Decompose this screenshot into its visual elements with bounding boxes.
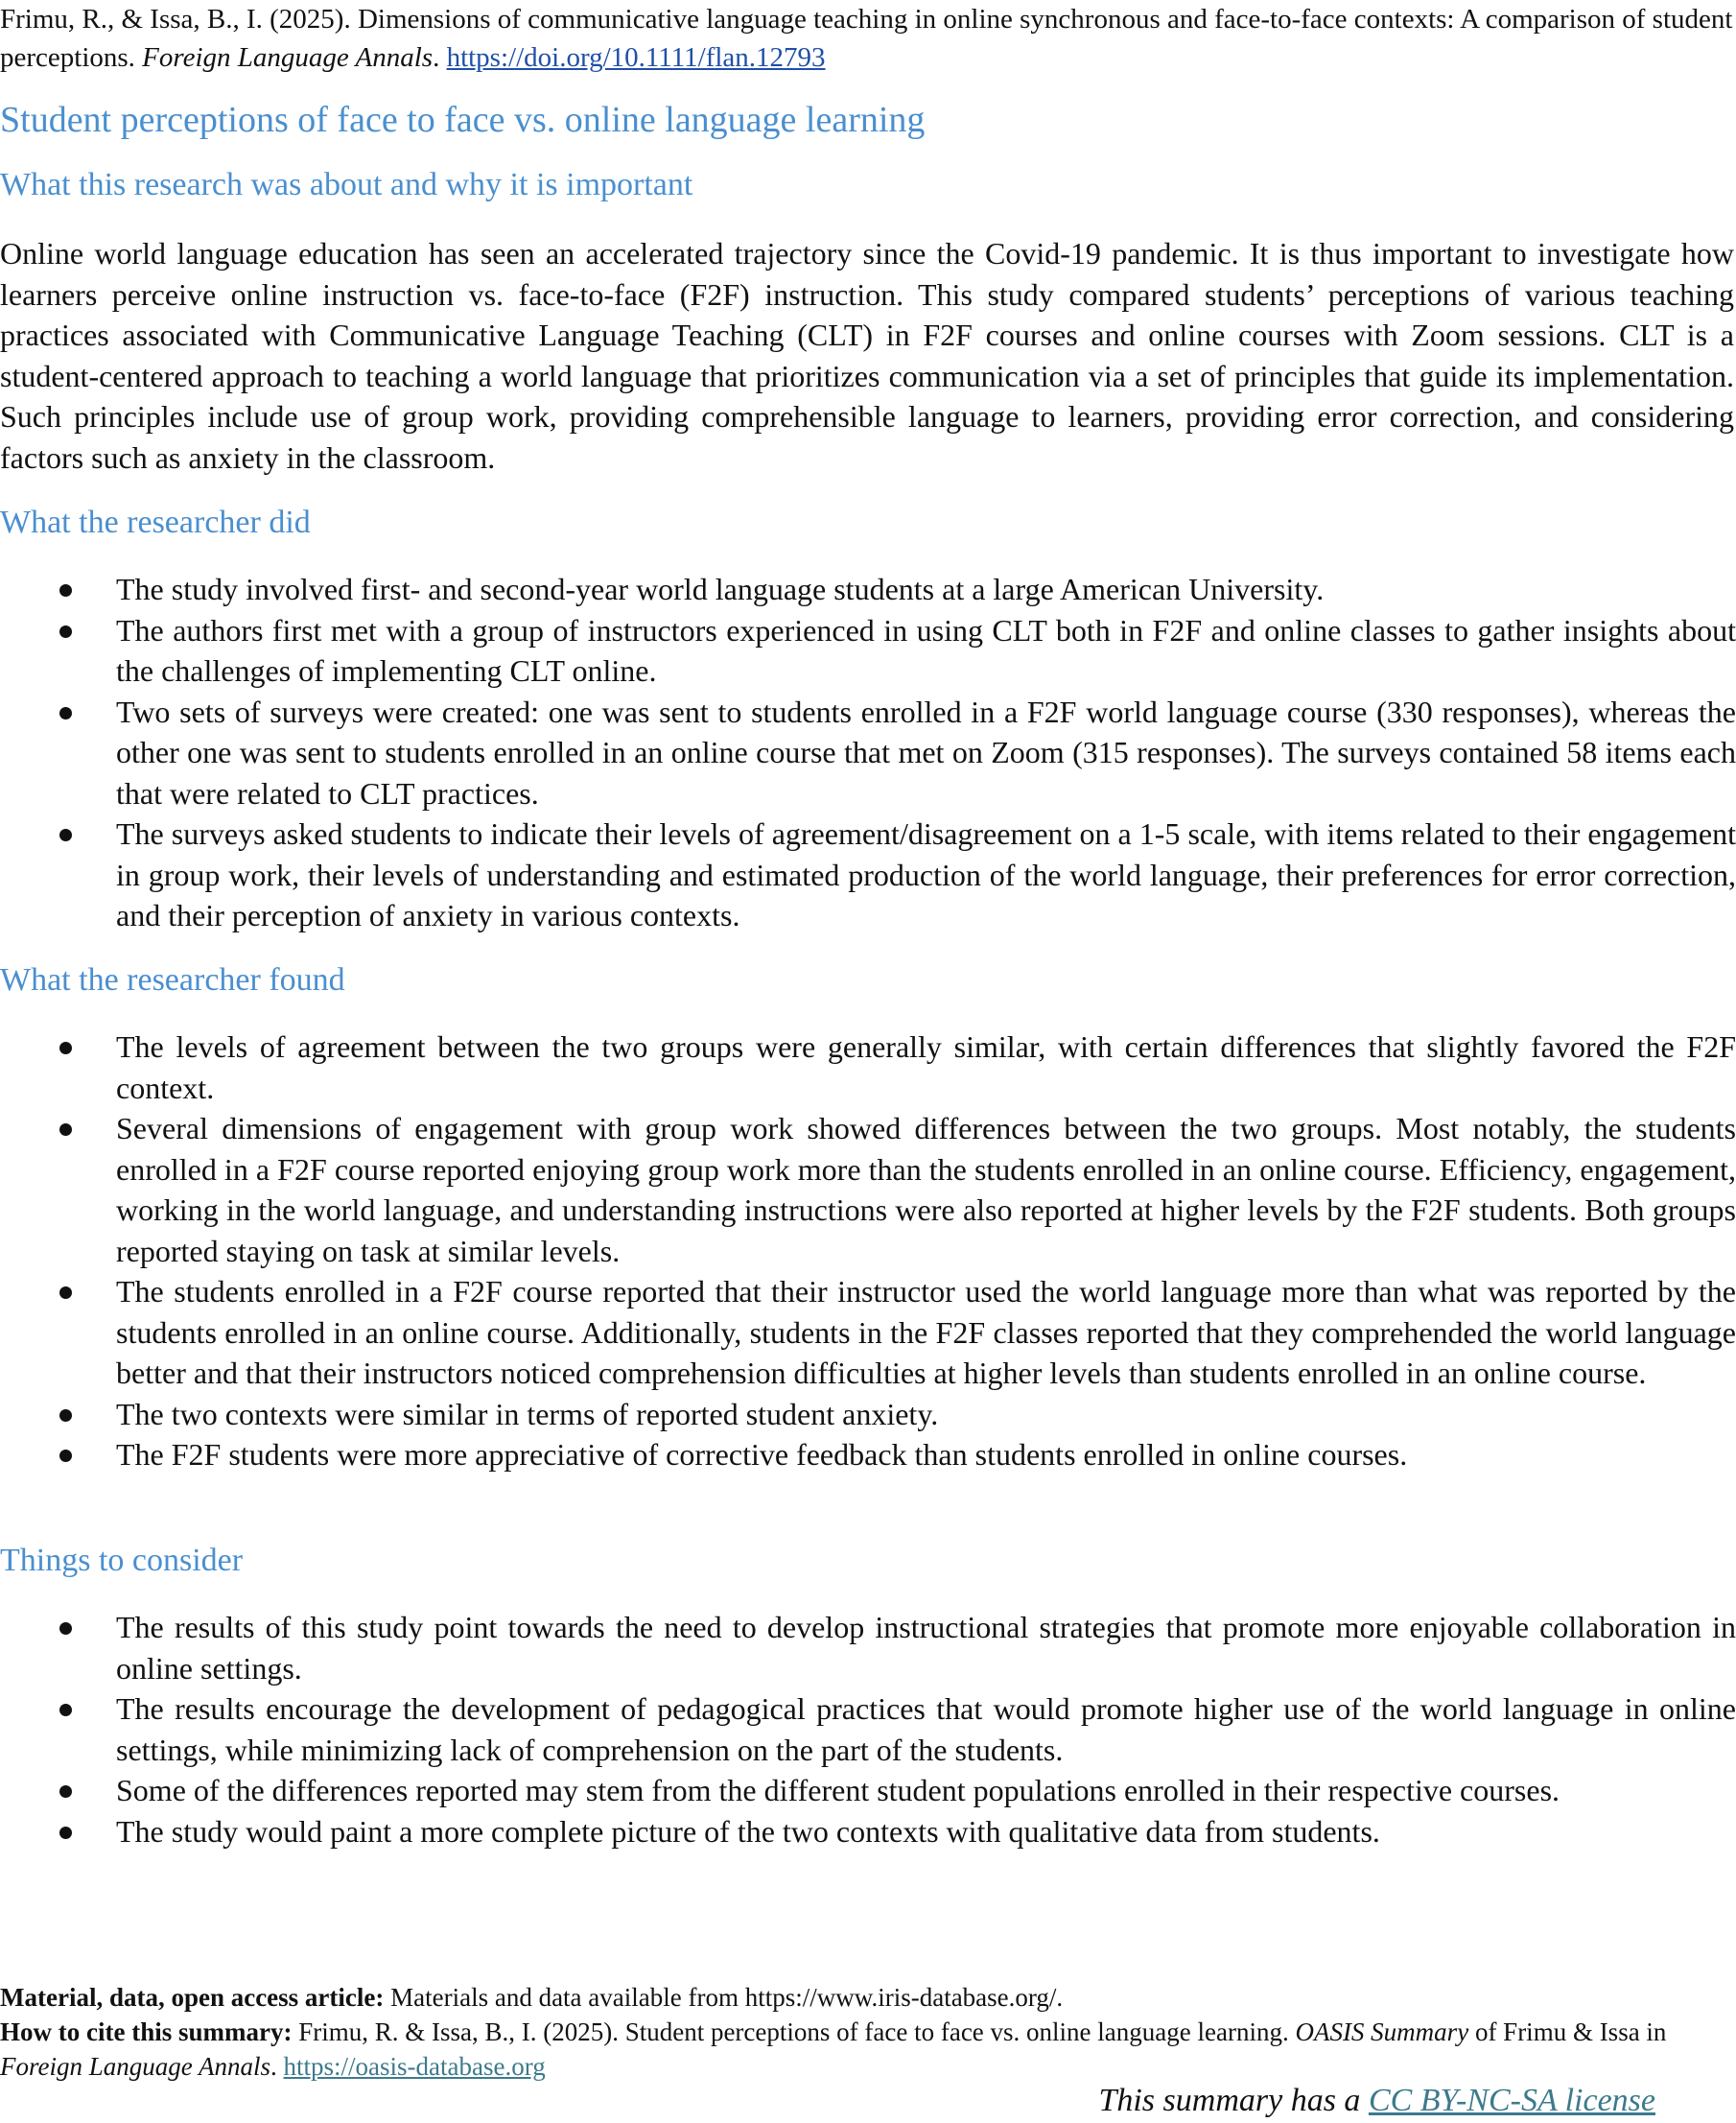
citation-journal: Foreign Language Annals bbox=[142, 42, 434, 73]
list-item: The surveys asked students to indicate their levels of agreement/disagreement on a 1-5 scale, with items related to their engagement in group work, their levels of understanding and estimated production of the world language, their preferences for error correction, and their perception of anxiety in various contexts. bbox=[0, 814, 1736, 936]
cite-journal: Foreign Language Annals bbox=[0, 2052, 270, 2081]
license-prefix: This summary has a bbox=[1098, 2083, 1369, 2118]
list-item: The authors first met with a group of instructors experienced in using CLT both in F2F and online classes to gather insights about the challenges of implementing CLT online. bbox=[0, 610, 1736, 692]
citation-separator: . bbox=[433, 42, 447, 73]
cite-of: of Frimu & Issa in bbox=[1468, 2017, 1667, 2046]
oasis-link[interactable]: https://oasis-database.org bbox=[283, 2052, 546, 2081]
bullet-icon bbox=[59, 1450, 72, 1462]
found-list bbox=[0, 1026, 1736, 1475]
about-paragraph: Online world language education has seen an accelerated trajectory since the Covid-19 pandemic. It is thus important to investigate how learners perceive online instruction vs. face-to-face (F2F) instruction. This study compared students’ perceptions of various teaching practices associated with Communicative Language Teaching (CLT) in F2F courses and online courses with Zoom sessions. CLT is a student-centered approach to teaching a world language that prioritizes communication via a set of principles that guide its implementation. Such principles include use of group work, providing comprehensible language to learners, providing error correction, and considering factors such as anxiety in the classroom. bbox=[0, 236, 1734, 475]
list-item: Some of the differences reported may stem from the different student populations enrolled in their respective courses. bbox=[0, 1770, 1736, 1811]
license-link[interactable]: CC BY-NC-SA license bbox=[1368, 2083, 1655, 2118]
citation-text: Frimu, R., & Issa, B., I. (2025). Dimensions of communicative language teaching in online synchronous and face-to-face contexts: A comparison of student perceptions. bbox=[0, 4, 1733, 73]
heading-about: What this research was about and why it is important bbox=[0, 167, 693, 202]
cite-line bbox=[0, 2015, 1736, 2084]
list-item: The levels of agreement between the two groups were generally similar, with certain differences that slightly favored the F2F context. bbox=[0, 1026, 1736, 1108]
list-item: Two sets of surveys were created: one was sent to students enrolled in a F2F world language course (330 responses), whereas the other one was sent to students enrolled in an online course that met on Zoom (315 responses). The surveys contained 58 items each that were related to CLT practices. bbox=[0, 692, 1736, 814]
cite-period: . bbox=[270, 2052, 284, 2081]
citation-doi-link[interactable]: https://doi.org/10.1111/flan.12793 bbox=[446, 42, 826, 73]
materials-label: Material, data, open access article: bbox=[0, 1983, 385, 2012]
list-item: Several dimensions of engagement with group work showed differences between the two groups. Most notably, the students enrolled in a F2F course reported enjoying group work more than the students enrolled in an online course. Efficiency, engagement, working in the world language, and understanding instructions were also reported at higher levels by the F2F students. Both groups reported staying on task at similar levels. bbox=[0, 1108, 1736, 1271]
materials-text: Materials and data available from https://www.iris-database.org/. bbox=[384, 1983, 1064, 2012]
bullet-icon bbox=[59, 707, 72, 719]
did-list bbox=[0, 569, 1736, 936]
bullet-icon bbox=[59, 1622, 72, 1635]
bullet-icon bbox=[59, 1409, 72, 1422]
bullet-icon bbox=[59, 1785, 72, 1798]
bullet-icon bbox=[59, 1042, 72, 1054]
cite-label: How to cite this summary: bbox=[0, 2017, 293, 2046]
list-item: The study would paint a more complete picture of the two contexts with qualitative data from students. bbox=[0, 1811, 1736, 1852]
materials-line bbox=[0, 1980, 1736, 2015]
bullet-icon bbox=[59, 829, 72, 841]
list-item: The results encourage the development of pedagogical practices that would promote higher use of the world language in online settings, while minimizing lack of comprehension on the part of the students. bbox=[0, 1688, 1736, 1770]
license-line bbox=[1098, 2082, 1655, 2120]
consider-list bbox=[0, 1607, 1736, 1852]
cite-oasis: OASIS Summary bbox=[1295, 2017, 1469, 2046]
list-item: The study involved first- and second-year world language students at a large American University. bbox=[0, 569, 1736, 610]
heading-consider: Things to consider bbox=[0, 1543, 244, 1578]
bullet-icon bbox=[59, 1827, 72, 1839]
heading-did: What the researcher did bbox=[0, 505, 311, 540]
bullet-icon bbox=[59, 1704, 72, 1716]
citation bbox=[0, 0, 1736, 77]
bullet-icon bbox=[59, 1286, 72, 1299]
page-title: Student perceptions of face to face vs. online language learning bbox=[0, 100, 926, 140]
bullet-icon bbox=[59, 584, 72, 597]
bullet-icon bbox=[59, 625, 72, 638]
list-item: The students enrolled in a F2F course reported that their instructor used the world language more than what was reported by the students enrolled in an online course. Additionally, students in the F2F classes reported that they comprehended the world language better and that their instructors noticed comprehension difficulties at higher levels than students enrolled in an online course. bbox=[0, 1271, 1736, 1394]
heading-found: What the researcher found bbox=[0, 962, 345, 998]
list-item: The F2F students were more appreciative of corrective feedback than students enrolled in online courses. bbox=[0, 1434, 1736, 1475]
list-item: The results of this study point towards the need to develop instructional strategies that promote more enjoyable collaboration in online settings. bbox=[0, 1607, 1736, 1688]
cite-text: Frimu, R. & Issa, B., I. (2025). Student perceptions of face to face vs. online language learning. bbox=[292, 2017, 1296, 2046]
bullet-icon bbox=[59, 1123, 72, 1136]
list-item: The two contexts were similar in terms of reported student anxiety. bbox=[0, 1394, 1736, 1435]
footer bbox=[0, 1980, 1736, 2084]
